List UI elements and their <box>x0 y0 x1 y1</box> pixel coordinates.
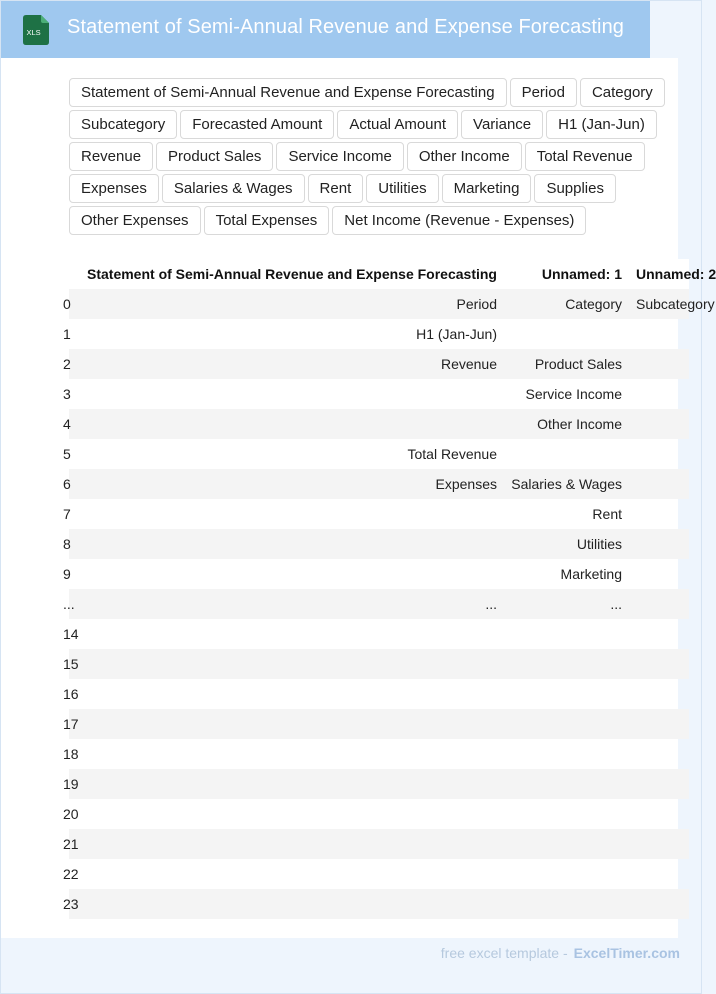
table-cell <box>505 619 622 649</box>
table-cell: ... <box>610 596 622 612</box>
table-header-row <box>69 259 716 289</box>
table-cell: Product Sales <box>534 356 622 372</box>
table-row <box>63 409 689 439</box>
table-cell <box>505 769 622 799</box>
table-row <box>63 769 689 799</box>
footer <box>441 945 680 961</box>
table-cell: Revenue <box>440 356 497 372</box>
table-row <box>63 829 689 859</box>
table-cell <box>636 349 716 379</box>
keyword-tag[interactable]: Actual Amount <box>337 110 458 139</box>
row-index: 23 <box>63 896 79 912</box>
content-panel <box>1 58 716 938</box>
row-index: 0 <box>63 296 71 312</box>
table-row <box>63 499 689 529</box>
table-cell <box>636 859 716 889</box>
keyword-tag[interactable]: Variance <box>461 110 543 139</box>
table-cell <box>505 679 622 709</box>
table-row <box>63 799 689 829</box>
column-header: Statement of Semi-Annual Revenue and Expense Forecasting <box>87 266 497 282</box>
keyword-tag[interactable]: Utilities <box>366 174 438 203</box>
table-cell <box>69 859 497 889</box>
table-cell <box>636 799 716 829</box>
row-index: 17 <box>63 716 79 732</box>
table-cell <box>636 529 716 559</box>
row-index: 9 <box>63 566 71 582</box>
keyword-tag[interactable]: Forecasted Amount <box>180 110 334 139</box>
table-cell <box>636 409 716 439</box>
table-cell: Expenses <box>435 476 497 492</box>
table-cell <box>69 619 497 649</box>
table-cell: ... <box>485 596 497 612</box>
row-index: ... <box>63 596 75 612</box>
table-cell: Rent <box>592 506 622 522</box>
page-title: Statement of Semi-Annual Revenue and Expense Forecasting <box>67 16 625 38</box>
row-index: 14 <box>63 626 79 642</box>
keyword-tag[interactable]: Period <box>510 78 577 107</box>
keyword-tag[interactable]: Statement of Semi-Annual Revenue and Expense Forecasting <box>69 78 507 107</box>
row-index: 22 <box>63 866 79 882</box>
table-cell <box>636 829 716 859</box>
keyword-tag[interactable]: Supplies <box>534 174 616 203</box>
table-cell: H1 (Jan-Jun) <box>416 326 497 342</box>
column-header: Unnamed: 1 <box>541 266 622 282</box>
table-cell <box>636 589 716 619</box>
table-cell <box>636 499 716 529</box>
row-index: 3 <box>63 386 71 402</box>
table-cell <box>505 649 622 679</box>
table-cell <box>69 679 497 709</box>
keyword-tag[interactable]: Marketing <box>442 174 532 203</box>
keyword-tag[interactable]: Category <box>580 78 665 107</box>
table-cell <box>636 649 716 679</box>
row-index: 1 <box>63 326 71 342</box>
keyword-tag-list <box>69 78 669 235</box>
keyword-tag[interactable]: Expenses <box>69 174 159 203</box>
row-index: 20 <box>63 806 79 822</box>
table-row <box>63 619 689 649</box>
table-cell <box>69 529 497 559</box>
table-row <box>63 289 715 319</box>
keyword-tag[interactable]: Net Income (Revenue - Expenses) <box>332 206 586 235</box>
table-row <box>63 319 689 349</box>
row-index: 2 <box>63 356 71 372</box>
table-cell <box>636 889 716 919</box>
table-cell <box>505 859 622 889</box>
column-header: Unnamed: 2 <box>636 266 716 282</box>
keyword-tag[interactable]: Subcategory <box>69 110 177 139</box>
table-row <box>63 439 689 469</box>
keyword-tag[interactable]: Product Sales <box>156 142 273 171</box>
svg-text:XLS: XLS <box>26 28 41 37</box>
table-cell <box>69 739 497 769</box>
table-cell <box>505 709 622 739</box>
table-cell <box>636 469 716 499</box>
row-index: 15 <box>63 656 79 672</box>
table-cell <box>69 799 497 829</box>
table-row <box>63 679 689 709</box>
table-cell: Marketing <box>560 566 622 582</box>
table-cell <box>505 439 622 469</box>
table-cell <box>69 769 497 799</box>
table-cell <box>505 799 622 829</box>
table-cell: Subcategory <box>636 296 715 312</box>
table-row <box>63 349 689 379</box>
table-cell <box>505 829 622 859</box>
keyword-tag[interactable]: Other Expenses <box>69 206 201 235</box>
row-index: 19 <box>63 776 79 792</box>
table-row <box>63 649 689 679</box>
row-index: 16 <box>63 686 79 702</box>
table-row <box>63 379 689 409</box>
table-cell <box>636 439 716 469</box>
footer-text: free excel template - <box>440 945 568 961</box>
table-cell: Utilities <box>576 536 622 552</box>
keyword-tag[interactable]: H1 (Jan-Jun) <box>546 110 657 139</box>
table-cell <box>636 319 716 349</box>
table-cell: Category <box>565 296 622 312</box>
table-cell <box>69 889 497 919</box>
table-cell: Total Revenue <box>407 446 497 462</box>
row-index: 18 <box>63 746 79 762</box>
row-index: 8 <box>63 536 71 552</box>
table-cell <box>69 499 497 529</box>
keyword-tag[interactable]: Revenue <box>69 142 153 171</box>
table-cell <box>636 559 716 589</box>
row-index: 7 <box>63 506 71 522</box>
table-cell <box>505 739 622 769</box>
table-cell <box>636 379 716 409</box>
keyword-tag[interactable]: Total Expenses <box>204 206 330 235</box>
table-row <box>63 469 689 499</box>
table-cell: Other Income <box>537 416 622 432</box>
table-cell <box>636 619 716 649</box>
xls-file-icon <box>23 15 49 45</box>
table-row <box>63 529 689 559</box>
row-index: 6 <box>63 476 71 492</box>
table-cell <box>636 739 716 769</box>
table-cell: Service Income <box>525 386 622 402</box>
table-cell <box>636 709 716 739</box>
data-table <box>63 259 716 921</box>
table-cell <box>636 679 716 709</box>
row-index: 5 <box>63 446 71 462</box>
page-header <box>1 1 650 58</box>
table-cell <box>69 709 497 739</box>
keyword-tag[interactable]: Rent <box>308 174 364 203</box>
table-cell <box>69 379 497 409</box>
table-cell <box>505 889 622 919</box>
table-cell <box>69 649 497 679</box>
table-row <box>63 739 689 769</box>
table-row <box>63 559 689 589</box>
footer-brand-link[interactable]: ExcelTimer.com <box>573 945 680 961</box>
table-cell <box>69 409 497 439</box>
table-cell: Salaries & Wages <box>511 476 622 492</box>
table-row <box>63 589 689 619</box>
table-row <box>63 889 689 919</box>
table-cell <box>505 319 622 349</box>
keyword-tag[interactable]: Other Income <box>407 142 522 171</box>
row-index: 21 <box>63 836 79 852</box>
row-index: 4 <box>63 416 71 432</box>
keyword-tag[interactable]: Service Income <box>276 142 403 171</box>
table-cell <box>69 559 497 589</box>
keyword-tag[interactable]: Total Revenue <box>525 142 645 171</box>
table-row <box>63 709 689 739</box>
table-cell <box>636 769 716 799</box>
keyword-tag[interactable]: Salaries & Wages <box>162 174 305 203</box>
table-cell: Period <box>456 296 497 312</box>
table-cell <box>69 829 497 859</box>
table-row <box>63 859 689 889</box>
